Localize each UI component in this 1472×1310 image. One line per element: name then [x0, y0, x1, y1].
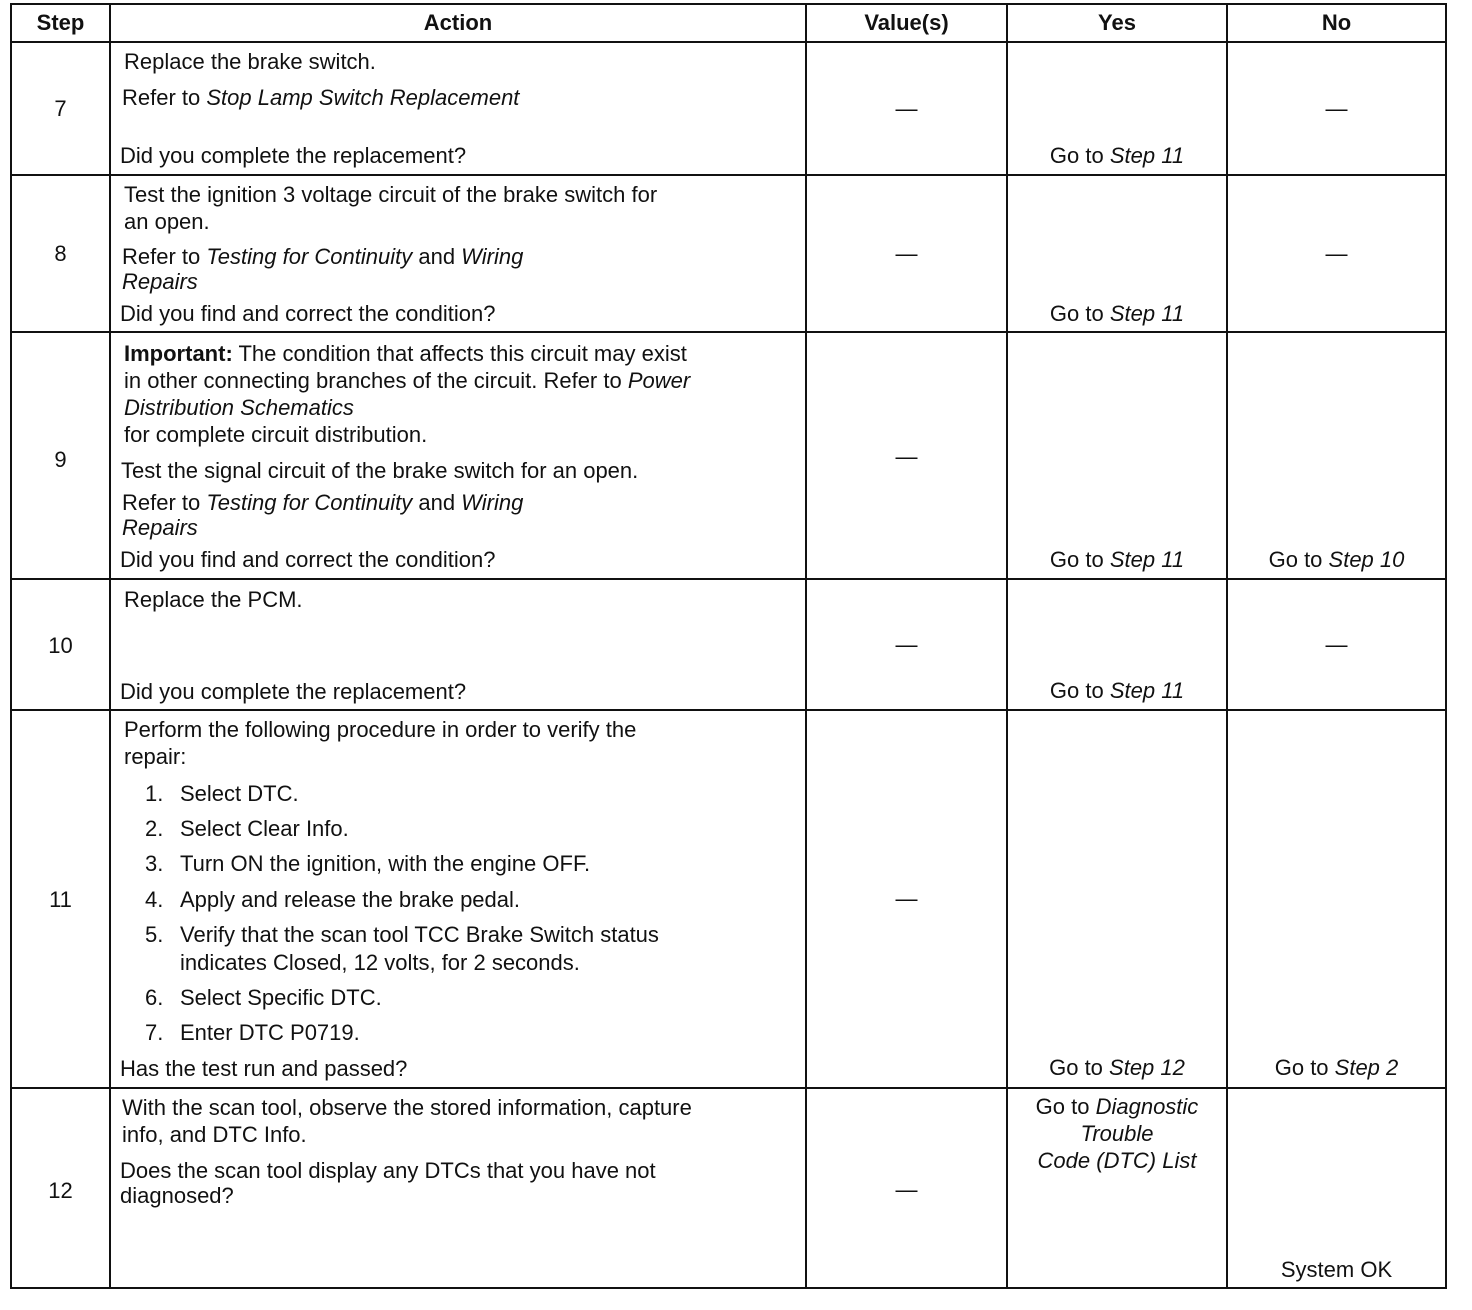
grid-line [109, 3, 111, 1289]
action-text: Replace the brake switch. [124, 49, 376, 74]
goto-link[interactable]: Step 10 [1328, 547, 1405, 572]
important-text: in other connecting branches of the circuit. Refer to [124, 368, 628, 393]
procedure-step-text: Enter DTC P0719. [180, 1020, 360, 1045]
grid-line [10, 709, 1447, 711]
action-text: Replace the PCM. [124, 587, 303, 612]
action-reference [122, 85, 519, 111]
procedure-step-number: 4. [145, 887, 164, 912]
no-outcome: System OK [1280, 1257, 1393, 1282]
goto-link[interactable]: Step 2 [1334, 1055, 1399, 1080]
procedure-step-number: 1. [145, 781, 164, 806]
yes-outcome [1008, 1055, 1226, 1081]
grid-line [10, 331, 1447, 333]
grid-line [10, 578, 1447, 580]
action-text: Test the ignition 3 voltage circuit of the brake switch for [124, 182, 658, 207]
goto-link[interactable]: Trouble [1080, 1121, 1154, 1146]
reference-link[interactable]: Repairs [122, 515, 198, 540]
procedure-step-number: 2. [145, 816, 164, 841]
yes-outcome [1008, 301, 1226, 327]
action-question: Did you find and correct the condition? [120, 547, 496, 572]
reference-prefix: Refer to [122, 85, 207, 110]
goto-link[interactable]: Step 11 [1109, 547, 1185, 572]
procedure-step-text: Apply and release the brake pedal. [180, 887, 521, 912]
goto-link[interactable]: Diagnostic [1095, 1094, 1199, 1119]
reference-link[interactable]: Testing for Continuity [206, 244, 413, 269]
header-values: Value(s) [864, 10, 949, 35]
goto-prefix: Go to [1049, 678, 1110, 703]
action-question: Did you complete the replacement? [120, 679, 467, 704]
goto-link[interactable]: Step 11 [1109, 301, 1185, 326]
procedure-step-number: 5. [145, 922, 164, 947]
reference-link[interactable]: Repairs [122, 269, 198, 294]
action-reference [122, 244, 523, 270]
procedure-step-text: Turn ON the ignition, with the engine OFF. [180, 851, 591, 876]
step-number: 7 [54, 96, 67, 121]
yes-outcome [1008, 547, 1226, 573]
procedure-step-number: 7. [145, 1020, 164, 1045]
no-outcome: — [1325, 96, 1348, 121]
no-outcome [1228, 547, 1445, 573]
reference-link[interactable]: Power [627, 368, 691, 393]
no-outcome [1228, 1055, 1445, 1081]
action-text: With the scan tool, observe the stored information, capture [122, 1095, 692, 1120]
value-text: — [895, 632, 918, 657]
no-outcome: — [1325, 632, 1348, 657]
value-text: — [895, 1177, 918, 1202]
procedure-step-text: indicates Closed, 12 volts, for 2 seconds. [180, 950, 580, 975]
procedure-step-number: 3. [145, 851, 164, 876]
reference-link[interactable]: Stop Lamp Switch Replacement [206, 85, 520, 110]
header-step: Step [36, 10, 85, 35]
important-note: for complete circuit distribution. [124, 422, 428, 447]
reference-connector: and [412, 244, 462, 269]
procedure-step-text: Verify that the scan tool TCC Brake Switch status [180, 922, 659, 947]
goto-prefix: Go to [1049, 143, 1110, 168]
step-number: 8 [54, 241, 67, 266]
goto-prefix: Go to [1035, 1094, 1096, 1119]
step-number: 11 [49, 887, 72, 912]
action-question: diagnosed? [120, 1183, 234, 1208]
important-label: Important: [124, 341, 233, 366]
yes-outcome [1008, 1094, 1226, 1120]
action-reference [122, 269, 198, 295]
grid-line [10, 3, 1447, 5]
action-question: Has the test run and passed? [120, 1056, 408, 1081]
action-text: an open. [124, 209, 210, 234]
reference-link[interactable]: Distribution Schematics [124, 395, 354, 420]
action-reference [122, 515, 198, 541]
value-text: — [895, 96, 918, 121]
step-number: 12 [48, 1178, 73, 1203]
action-text: Perform the following procedure in order to verify the [124, 717, 637, 742]
goto-prefix: Go to [1274, 1055, 1335, 1080]
action-question: Did you complete the replacement? [120, 143, 467, 168]
grid-line [10, 174, 1447, 176]
yes-outcome [1008, 1121, 1226, 1147]
important-note [124, 341, 687, 367]
important-note [124, 395, 354, 421]
procedure-step-text: Select Clear Info. [180, 816, 349, 841]
grid-line [1445, 3, 1447, 1289]
action-reference [122, 490, 523, 516]
value-text: — [895, 444, 918, 469]
goto-link[interactable]: Code (DTC) List [1037, 1148, 1197, 1173]
step-number: 9 [54, 447, 67, 472]
header-action: Action [423, 10, 493, 35]
goto-prefix: Go to [1268, 547, 1329, 572]
important-note [124, 368, 690, 394]
action-text: Test the signal circuit of the brake switch for an open. [121, 458, 639, 483]
action-text: repair: [124, 744, 187, 769]
yes-outcome [1008, 143, 1226, 169]
action-question: Did you find and correct the condition? [120, 301, 496, 326]
grid-line [10, 41, 1447, 43]
goto-link[interactable]: Step 12 [1109, 1055, 1185, 1080]
grid-line [10, 1087, 1447, 1089]
procedure-step-text: Select DTC. [180, 781, 299, 806]
action-text: info, and DTC Info. [122, 1122, 307, 1147]
procedure-step-text: Select Specific DTC. [180, 985, 382, 1010]
important-text: The condition that affects this circuit may exist [232, 341, 687, 366]
action-question: Does the scan tool display any DTCs that you have not [120, 1158, 656, 1183]
value-text: — [895, 886, 918, 911]
reference-connector: and [412, 490, 462, 515]
header-no: No [1321, 10, 1352, 35]
goto-link[interactable]: Step 11 [1109, 143, 1185, 168]
yes-outcome [1008, 678, 1226, 704]
yes-outcome [1008, 1148, 1226, 1174]
goto-prefix: Go to [1049, 301, 1110, 326]
no-outcome: — [1325, 241, 1348, 266]
value-text: — [895, 241, 918, 266]
goto-prefix: Go to [1049, 547, 1110, 572]
reference-link[interactable]: Testing for Continuity [206, 490, 413, 515]
reference-link[interactable]: Wiring [461, 244, 524, 269]
reference-link[interactable]: Wiring [461, 490, 524, 515]
header-yes: Yes [1098, 10, 1136, 35]
reference-prefix: Refer to [122, 244, 207, 269]
grid-line [10, 1287, 1447, 1289]
step-number: 10 [48, 633, 73, 658]
procedure-step-number: 6. [145, 985, 164, 1010]
goto-prefix: Go to [1049, 1055, 1110, 1080]
reference-prefix: Refer to [122, 490, 207, 515]
goto-link[interactable]: Step 11 [1109, 678, 1185, 703]
